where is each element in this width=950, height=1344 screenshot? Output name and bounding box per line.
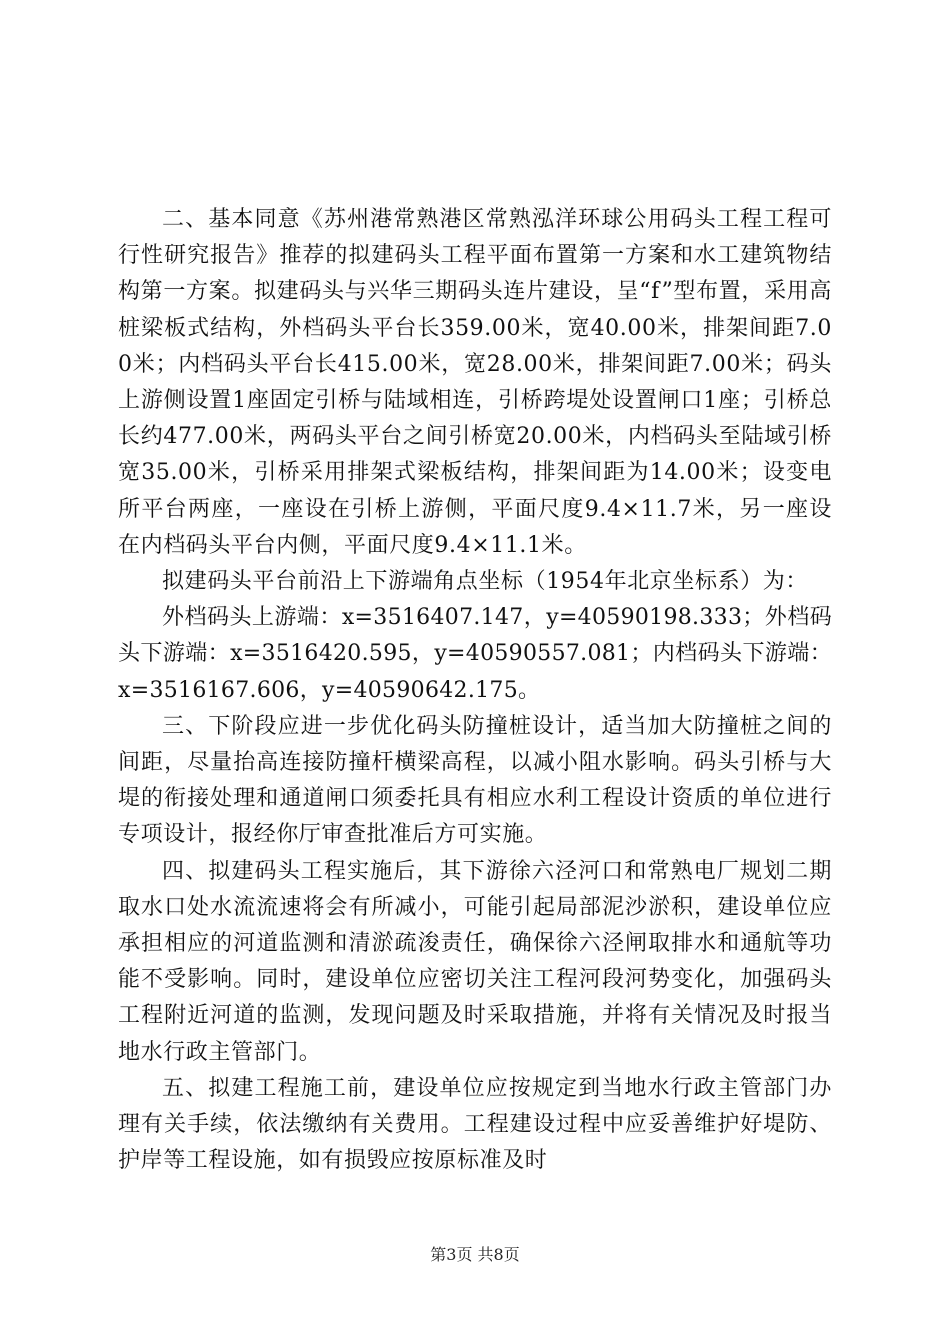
- paragraph-item-2: 二、基本同意《苏州港常熟港区常熟泓洋环球公用码头工程工程可行性研究报告》推荐的拟建码头工程平面布置第一方案和水工建筑物结构第一方案。拟建码头与兴华三期码头连片建设，呈“f”型布置，采用高桩梁板式结构，外档码头平台长359.00米，宽40.00米，排架间距7.00米；内档码头平台长415.00米，宽28.00米，排架间距7.00米；码头上游侧设置1座固定引桥与陆域相连，引桥跨堤处设置闸口1座；引桥总长约477.00米，两码头平台之间引桥宽20.00米，内档码头至陆域引桥宽35.00米，引桥采用排架式梁板结构，排架间距为14.00米；设变电所平台两座，一座设在引桥上游侧，平面尺度9.4×11.7米，另一座设在内档码头平台内侧，平面尺度9.4×11.1米。: [118, 207, 832, 558]
- paragraph-item-3: 三、下阶段应进一步优化码头防撞桩设计，适当加大防撞桩之间的间距，尽量抬高连接防撞杆横梁高程，以减小阻水影响。码头引桥与大堤的衔接处理和通道闸口须委托具有相应水利工程设计资质的单位进行专项设计，报经你厅审查批准后方可实施。: [118, 713, 832, 848]
- page-number-footer: 第3页 共8页: [430, 1245, 520, 1264]
- paragraph-coordinates-values: 外档码头上游端：x=3516407.147，y=40590198.333；外档码头下游端：x=3516420.595，y=40590557.081；内档码头下游端：x=3516167.606，y=40590642.175。: [118, 605, 832, 703]
- document-body: [118, 202, 832, 1179]
- paragraph-item-5: 五、拟建工程施工前，建设单位应按规定到当地水行政主管部门办理有关手续，依法缴纳有关费用。工程建设过程中应妥善维护好堤防、护岸等工程设施，如有损毁应按原标准及时: [118, 1075, 832, 1174]
- paragraph-item-4: 四、拟建码头工程实施后，其下游徐六泾河口和常熟电厂规划二期取水口处水流流速将会有所减小，可能引起局部泥沙淤积，建设单位应承担相应的河道监测和清淤疏浚责任，确保徐六泾闸取排水和通航等功能不受影响。同时，建设单位应密切关注工程河段河势变化，加强码头工程附近河道的监测，发现问题及时采取措施，并将有关情况及时报当地水行政主管部门。: [118, 858, 832, 1065]
- paragraph-coordinates-intro: 拟建码头平台前沿上下游端角点坐标（1954年北京坐标系）为：: [162, 569, 808, 595]
